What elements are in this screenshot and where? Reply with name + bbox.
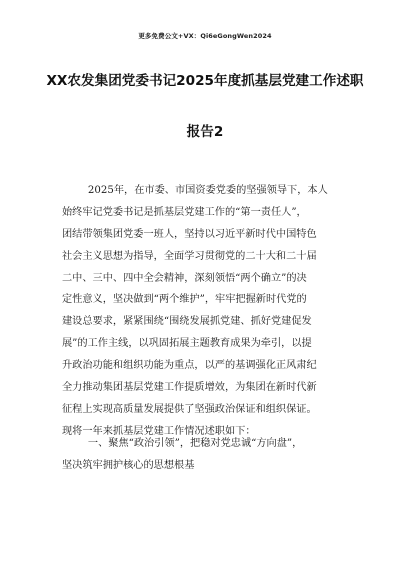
paragraph-line: 升政治功能和组织功能为重点，以严的基调强化正风肃纪	[62, 360, 317, 372]
paragraph-line: 展”的工作主线，以巩固拓展主题教育成果为牵引，以提	[62, 338, 312, 350]
paragraph-intro	[62, 180, 352, 443]
paragraph-line: 始终牢记党委书记是抓基层党建工作的“第一责任人”，	[62, 206, 307, 218]
document-title-line-1: XX农发集团党委书记2025年度抓基层党建工作述职	[46, 73, 364, 89]
paragraph-line: 定性意义，坚决做到“两个维护”，牢牢把握新时代党的	[62, 294, 307, 306]
paragraph-line: 二中、三中、四中全会精神，深刻领悟“两个确立”的决	[62, 272, 307, 284]
paragraph-line: 团结带领集团党委一班人，坚持以习近平新时代中国特色	[62, 228, 317, 240]
paragraph-line: 现将一年来抓基层党建工作情况述职如下：	[62, 425, 256, 437]
paragraph-line: 一、聚焦“政治引领”，把稳对党忠诚“方向盘”，	[62, 438, 303, 449]
paragraph-line: 坚决筑牢拥护核心的思想根基	[62, 459, 195, 471]
paragraph-line: 社会主义思想为指导，全面学习贯彻党的二十大和二十届	[62, 250, 317, 262]
section-heading-1	[62, 433, 352, 477]
document-title-line-2: 报告2	[186, 124, 224, 140]
paragraph-line: 2025年，在市委、市国资委党委的坚强领导下，本人	[62, 185, 328, 196]
paragraph-line: 征程上实现高质量发展提供了坚强政治保证和组织保证。	[62, 403, 317, 415]
header-note: 更多免费公文+VX：Qi6eGongWen2024	[138, 32, 272, 40]
paragraph-line: 全力推动集团基层党建工作提质增效，为集团在新时代新	[62, 382, 317, 394]
paragraph-line: 建设总要求，紧紧围绕“围绕发展抓党建、抓好党建促发	[62, 316, 312, 328]
